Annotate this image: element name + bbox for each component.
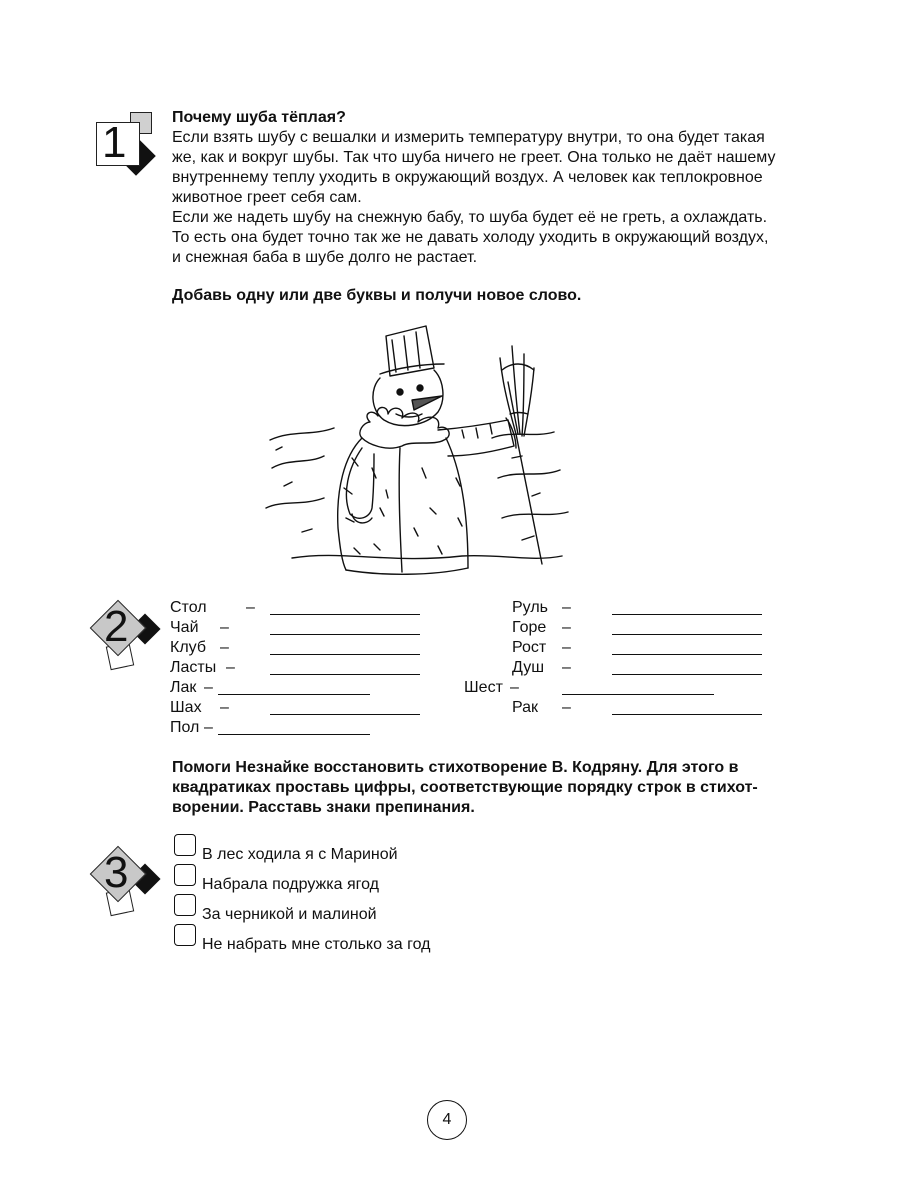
word-dash: – xyxy=(562,699,571,716)
word-row-stol xyxy=(170,598,430,618)
task-1-number: 1 xyxy=(102,118,127,167)
task-1-badge xyxy=(92,112,167,192)
word-row-rost xyxy=(512,638,772,658)
order-box-2[interactable] xyxy=(174,864,196,886)
poem-line-3: За черникой и малиной xyxy=(202,906,377,923)
task-3-instruction-line-2: квадратиках проставь цифры, соответствующие порядку строк в стихот- xyxy=(172,779,758,796)
word-label: Ласты xyxy=(170,659,217,676)
answer-line[interactable] xyxy=(612,714,762,715)
word-label: Клуб xyxy=(170,639,206,656)
answer-line[interactable] xyxy=(612,634,762,635)
snowman-in-fur-coat-illustration xyxy=(262,318,572,580)
word-dash: – xyxy=(204,719,213,736)
word-row-chay xyxy=(170,618,430,638)
word-row-pol xyxy=(170,718,430,738)
word-label: Чай xyxy=(170,619,199,636)
poem-line-2: Набрала подружка ягод xyxy=(202,876,379,893)
order-box-4[interactable] xyxy=(174,924,196,946)
word-label: Пол xyxy=(170,719,200,736)
answer-line[interactable] xyxy=(612,654,762,655)
word-row-shest xyxy=(464,678,724,698)
task-1-paragraph-1-line-4: животное греет себя сам. xyxy=(172,189,362,206)
task-1-paragraph-2-line-2: То есть она будет точно так же не давать холоду уходить в окружающий воздух, xyxy=(172,229,769,246)
word-dash: – xyxy=(204,679,213,696)
task-1-paragraph-1-line-2: же, как и вокруг шубы. Так что шуба ничего не греет. Она только не даёт нашему xyxy=(172,149,776,166)
answer-line[interactable] xyxy=(270,654,420,655)
answer-line[interactable] xyxy=(218,734,370,735)
order-box-1[interactable] xyxy=(174,834,196,856)
answer-line[interactable] xyxy=(218,694,370,695)
word-dash: – xyxy=(562,599,571,616)
word-label: Шах xyxy=(170,699,202,716)
word-dash: – xyxy=(246,599,255,616)
word-dash: – xyxy=(220,619,229,636)
poem-line-1: В лес ходила я с Мариной xyxy=(202,846,398,863)
task-2-instruction: Добавь одну или две буквы и получи новое слово. xyxy=(172,287,582,304)
word-row-gore xyxy=(512,618,772,638)
word-row-lak xyxy=(170,678,430,698)
task-3-instruction-line-3: ворении. Расставь знаки препинания. xyxy=(172,799,475,816)
page-number: 4 xyxy=(427,1100,467,1140)
task-1-paragraph-1-line-3: внутреннему теплу уходить в окружающий воздух. А человек как теплокровное xyxy=(172,169,763,186)
word-label: Рак xyxy=(512,699,539,716)
task-2-badge xyxy=(92,600,167,680)
task-3-badge xyxy=(92,846,167,926)
word-row-rak xyxy=(512,698,772,718)
answer-line[interactable] xyxy=(612,674,762,675)
word-label: Стол xyxy=(170,599,207,616)
word-dash: – xyxy=(562,639,571,656)
answer-line[interactable] xyxy=(270,714,420,715)
word-row-shah xyxy=(170,698,430,718)
word-dash: – xyxy=(562,619,571,636)
word-dash: – xyxy=(510,679,519,696)
task-1-paragraph-2-line-3: и снежная баба в шубе долго не растает. xyxy=(172,249,478,266)
word-label: Горе xyxy=(512,619,547,636)
word-dash: – xyxy=(220,639,229,656)
answer-line[interactable] xyxy=(270,614,420,615)
task-1-paragraph-2-line-1: Если же надеть шубу на снежную бабу, то шуба будет её не греть, а охлаждать. xyxy=(172,209,768,226)
poem-line-4: Не набрать мне столько за год xyxy=(202,936,431,953)
word-dash: – xyxy=(220,699,229,716)
word-label: Рост xyxy=(512,639,547,656)
task-2-number: 2 xyxy=(104,602,129,651)
word-dash: – xyxy=(226,659,235,676)
answer-line[interactable] xyxy=(270,634,420,635)
word-row-lasty xyxy=(170,658,430,678)
answer-line[interactable] xyxy=(562,694,714,695)
task-3-instruction-line-1: Помоги Незнайке восстановить стихотворение В. Кодряну. Для этого в xyxy=(172,759,739,776)
word-label: Лак xyxy=(170,679,197,696)
task-3-number: 3 xyxy=(104,848,129,897)
task-1-title: Почему шуба тёплая? xyxy=(172,109,346,126)
word-label: Душ xyxy=(512,659,545,676)
answer-line[interactable] xyxy=(270,674,420,675)
word-row-rul xyxy=(512,598,772,618)
answer-line[interactable] xyxy=(612,614,762,615)
word-dash: – xyxy=(562,659,571,676)
word-row-klub xyxy=(170,638,430,658)
word-label: Руль xyxy=(512,599,548,616)
task-1-paragraph-1-line-1: Если взять шубу с вешалки и измерить температуру внутри, то она будет такая xyxy=(172,129,765,146)
word-row-dush xyxy=(512,658,772,678)
word-label: Шест xyxy=(464,679,503,696)
order-box-3[interactable] xyxy=(174,894,196,916)
